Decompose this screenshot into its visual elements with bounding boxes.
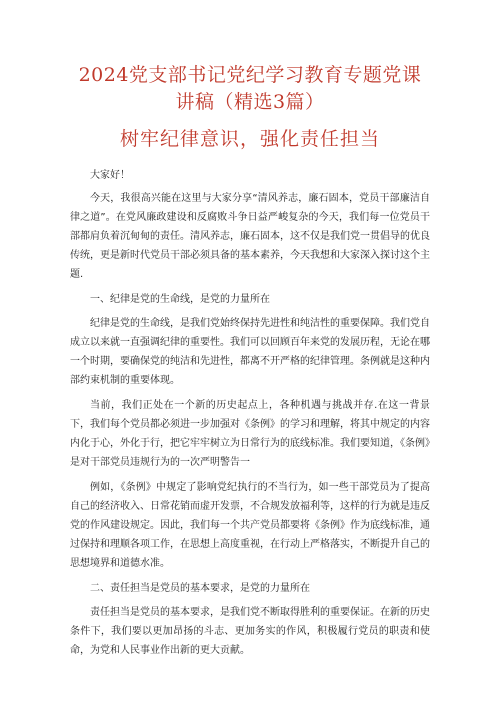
body-paragraph: 责任担当是党员的基本要求，是我们党不断取得胜利的重要保证。在新的历史条件下，我们要以更加昂扬的斗志、更加务实的作风，积极履行党员的职责和使命，为党和人民事业作出新的更大贡献。 — [70, 607, 430, 656]
body-paragraph: 当前，我们正处在一个新的历史起点上，各种机遇与挑战并存.在这一背景下，我们每个党员都必须进一步加强对《条例》的学习和理解，将其中规定的内容内化于心，外化于行，把它牢牢树立为日常行为的底线标准。我们要知道，《条例》是对干部党员违规行为的一次严明警告一 — [70, 400, 430, 468]
document-subtitle: 树牢纪律意识，强化责任担当 — [119, 128, 380, 150]
body-paragraph: 纪律是党的生命线，是我们党始终保持先进性和纯洁性的重要保障。我们党自成立以来就一直强调纪律的重要性。我们可以回顾百年来党的发展历程，无论在哪一个时期，要确保党的纯洁和先进性，都离不开严格的纪律管理。条例就是这种内部约束机制的重要体现。 — [70, 318, 430, 386]
body-paragraph: 例如，《条例》中规定了影响党纪执行的不当行为，如一些干部党员为了提高自己的经济收入、日常花销而虚开发票，不合规发放福利等，这样的行为就是违反党的作风建设规定。因此，我们每一个共产党员都要将《条例》作为底线标准，通过保持和理顺各项工作，在思想上高度重视，在行动上严格落实，不断提升自己的思想境界和道德水准。 — [70, 482, 430, 569]
document-title: 2024党支部书记党纪学习教育专题党课讲稿（精选3篇） — [78, 64, 422, 113]
section-heading: 一、纪律是党的生命线，是党的力量所在 — [90, 294, 270, 305]
section-heading: 二、责任担当是党员的基本要求，是党的力量所在 — [90, 583, 310, 594]
body-paragraph: 今天，我很高兴能在这里与大家分享“清风养志，廉石固本，党员干部廉洁自律之道”。在党风廉政建设和反腐败斗争日益严峻复杂的今天，我们每一位党员干部都肩负着沉甸甸的责任。清风养志，廉石固本，这不仅是我们党一贯倡导的优良传统，更是新时代党员干部必须具备的基本素养，今天我想和大家深入探讨这个主题. — [70, 193, 430, 280]
greeting-paragraph: 大家好！ — [90, 170, 130, 181]
